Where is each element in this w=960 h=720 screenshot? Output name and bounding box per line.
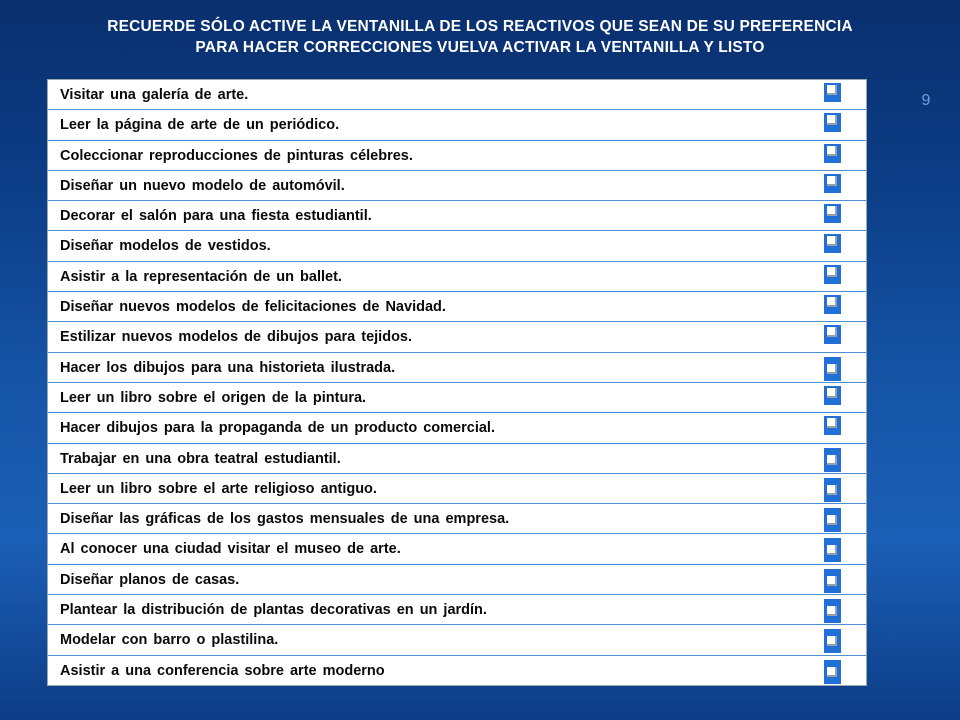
checkbox-square-icon (827, 455, 837, 465)
checkbox-square-icon (827, 176, 837, 186)
preference-checkbox[interactable] (824, 144, 841, 163)
item-label: Diseñar modelos de vestidos. (60, 238, 271, 255)
item-label: Hacer dibujos para la propaganda de un producto comercial. (60, 420, 495, 437)
instructions-header (0, 16, 960, 58)
checkbox-square-icon (827, 206, 837, 216)
item-label: Leer un libro sobre el arte religioso antiguo. (60, 480, 377, 497)
preference-checkbox[interactable] (824, 295, 841, 314)
preference-checkbox[interactable] (824, 629, 841, 653)
item-label: Asistir a una conferencia sobre arte moderno (60, 662, 385, 679)
table-row (48, 292, 866, 322)
table-row (48, 262, 866, 292)
table-row (48, 504, 866, 534)
preference-checkbox[interactable] (824, 113, 841, 132)
preference-checkbox[interactable] (824, 83, 841, 102)
checkbox-square-icon (827, 85, 837, 95)
checkbox-square-icon (827, 327, 837, 337)
checkbox-square-icon (827, 146, 837, 156)
item-label: Diseñar un nuevo modelo de automóvil. (60, 177, 345, 194)
preference-checkbox[interactable] (824, 660, 841, 684)
instructions-line-1: RECUERDE SÓLO ACTIVE LA VENTANILLA DE LOS REACTIVOS QUE SEAN DE SU PREFERENCIA (107, 18, 853, 35)
table-row (48, 565, 866, 595)
instructions-line-2: PARA HACER CORRECCIONES VUELVA ACTIVAR LA VENTANILLA Y LISTO (195, 39, 765, 56)
preference-checkbox[interactable] (824, 325, 841, 344)
checkbox-square-icon (827, 388, 837, 398)
checkbox-square-icon (827, 545, 837, 555)
checkbox-square-icon (827, 418, 837, 428)
preference-checkbox[interactable] (824, 416, 841, 435)
item-label: Al conocer una ciudad visitar el museo de arte. (60, 541, 401, 558)
item-label: Decorar el salón para una fiesta estudiantil. (60, 208, 372, 225)
item-label: Diseñar nuevos modelos de felicitaciones de Navidad. (60, 299, 446, 316)
table-row (48, 534, 866, 564)
checkbox-square-icon (827, 115, 837, 125)
checkbox-square-icon (827, 485, 837, 495)
item-label: Plantear la distribución de plantas decorativas en un jardín. (60, 602, 487, 619)
checkbox-square-icon (827, 364, 837, 374)
preference-checkbox[interactable] (824, 569, 841, 593)
checkbox-square-icon (827, 515, 837, 525)
checkbox-square-icon (827, 667, 837, 677)
preference-checkbox[interactable] (824, 478, 841, 502)
table-row (48, 595, 866, 625)
checkbox-square-icon (827, 297, 837, 307)
checkbox-square-icon (827, 267, 837, 277)
item-label: Hacer los dibujos para una historieta ilustrada. (60, 359, 396, 376)
slide-number: 9 (921, 92, 931, 109)
item-label: Modelar con barro o plastilina. (60, 632, 279, 649)
table-row (48, 474, 866, 504)
preference-checkbox[interactable] (824, 386, 841, 405)
table-row (48, 625, 866, 655)
table-row (48, 110, 866, 140)
item-label: Coleccionar reproducciones de pinturas célebres. (60, 147, 413, 164)
preference-checkbox[interactable] (824, 234, 841, 253)
item-label: Leer un libro sobre el origen de la pintura. (60, 389, 367, 406)
preference-checkbox[interactable] (824, 357, 841, 381)
item-label: Trabajar en una obra teatral estudiantil. (60, 450, 341, 467)
table-row (48, 656, 866, 686)
preference-checkbox[interactable] (824, 448, 841, 472)
preferences-table (47, 79, 867, 686)
preference-checkbox[interactable] (824, 538, 841, 562)
checkbox-square-icon (827, 576, 837, 586)
table-row (48, 444, 866, 474)
checkbox-square-icon (827, 606, 837, 616)
table-row (48, 322, 866, 352)
item-label: Asistir a la representación de un ballet. (60, 268, 342, 285)
table-row (48, 353, 866, 383)
item-label: Estilizar nuevos modelos de dibujos para tejidos. (60, 329, 413, 346)
item-label: Leer la página de arte de un periódico. (60, 117, 340, 134)
checkbox-square-icon (827, 636, 837, 646)
table-row (48, 201, 866, 231)
table-row (48, 80, 866, 110)
table-row (48, 141, 866, 171)
table-row (48, 413, 866, 443)
preference-checkbox[interactable] (824, 265, 841, 284)
preference-checkbox[interactable] (824, 204, 841, 223)
preference-checkbox[interactable] (824, 508, 841, 532)
table-row (48, 383, 866, 413)
item-label: Diseñar planos de casas. (60, 571, 240, 588)
preference-checkbox[interactable] (824, 599, 841, 623)
table-row (48, 171, 866, 201)
checkbox-square-icon (827, 236, 837, 246)
table-row (48, 231, 866, 261)
preference-checkbox[interactable] (824, 174, 841, 193)
item-label: Visitar una galería de arte. (60, 87, 249, 103)
item-label: Diseñar las gráficas de los gastos mensuales de una empresa. (60, 511, 510, 528)
